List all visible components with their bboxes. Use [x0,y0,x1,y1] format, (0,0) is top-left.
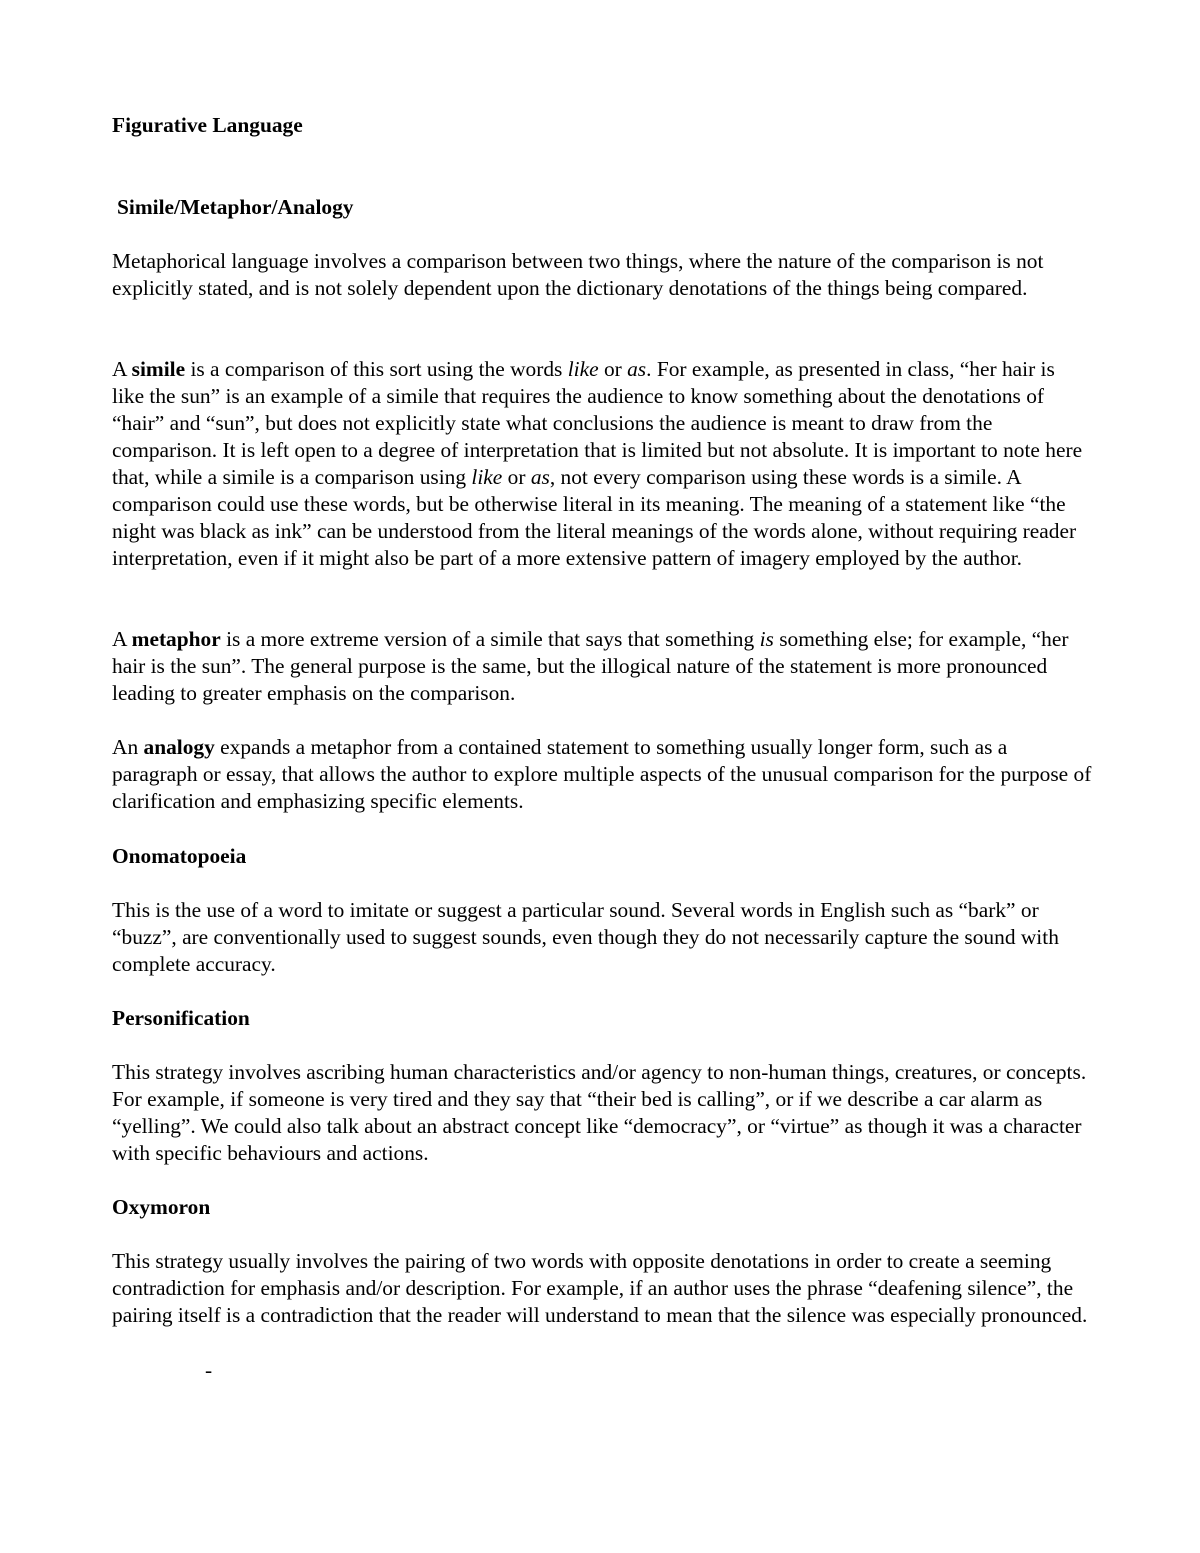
section-heading-oxymoron: Oxymoron [112,1195,211,1219]
paragraph-onomatopoeia: This is the use of a word to imitate or suggest a particular sound. Several words in English such as “bark” or “buzz”, are conventionally used to suggest sounds, even though they do not necessarily capture the sound with complete accuracy. [112,898,1059,976]
paragraph-oxymoron: This strategy usually involves the pairing of two words with opposite denotations in order to create a seeming contradiction for emphasis and/or description. For example, if an author uses the phrase “deafening silence”, the pairing itself is a contradiction that the reader will understand to mean that the silence was especially pronounced. [112,1249,1088,1327]
trailing-dash-mark: - [205,1358,213,1382]
section-heading-onomatopoeia: Onomatopoeia [112,844,247,868]
paragraph-metaphorical-language-intro: Metaphorical language involves a comparison between two things, where the nature of the comparison is not explicitly stated, and is not solely dependent upon the dictionary denotations of the things being compared. [112,249,1044,300]
section-heading-personification: Personification [112,1006,250,1030]
paragraph-simile: A simile is a comparison of this sort using the words like or as. For example, as presented in class, “her hair is like the sun” is an example of a simile that requires the audience to know something about the denotations of “hair” and “sun”, but does not explicitly state what conclusions the audience is meant to draw from the comparison. It is left open to a degree of interpretation that is limited but not absolute. It is important to note here that, while a simile is a comparison using like or as, not every comparison using these words is a simile. A comparison could use these words, but be otherwise literal in its meaning. The meaning of a statement like “the night was black as ink” can be understood from the literal meanings of the words alone, without requiring reader interpretation, even if it might also be part of a more extensive pattern of imagery employed by the author. [112,357,1083,570]
document-title: Figurative Language [112,113,303,137]
paragraph-analogy: An analogy expands a metaphor from a contained statement to something usually longer form, such as a paragraph or essay, that allows the author to explore multiple aspects of the unusual comparison for the purpose of clarification and emphasizing specific elements. [112,735,1092,813]
paragraph-personification: This strategy involves ascribing human characteristics and/or agency to non-human things, creatures, or concepts. For example, if someone is very tired and they say that “their bed is calling”, or if we describe a car alarm as “yelling”. We could also talk about an abstract concept like “democracy”, or “virtue” as though it was a character with specific behaviours and actions. [112,1060,1087,1165]
paragraph-metaphor: A metaphor is a more extreme version of a simile that says that something is something else; for example, “her hair is the sun”. The general purpose is the same, but the illogical nature of the statement is more pronounced leading to greater emphasis on the comparison. [112,627,1069,705]
term-metaphor: metaphor [131,627,221,651]
section-heading-simile-metaphor-analogy: Simile/Metaphor/Analogy [117,195,354,219]
term-analogy: analogy [143,735,215,759]
term-simile: simile [131,357,186,381]
